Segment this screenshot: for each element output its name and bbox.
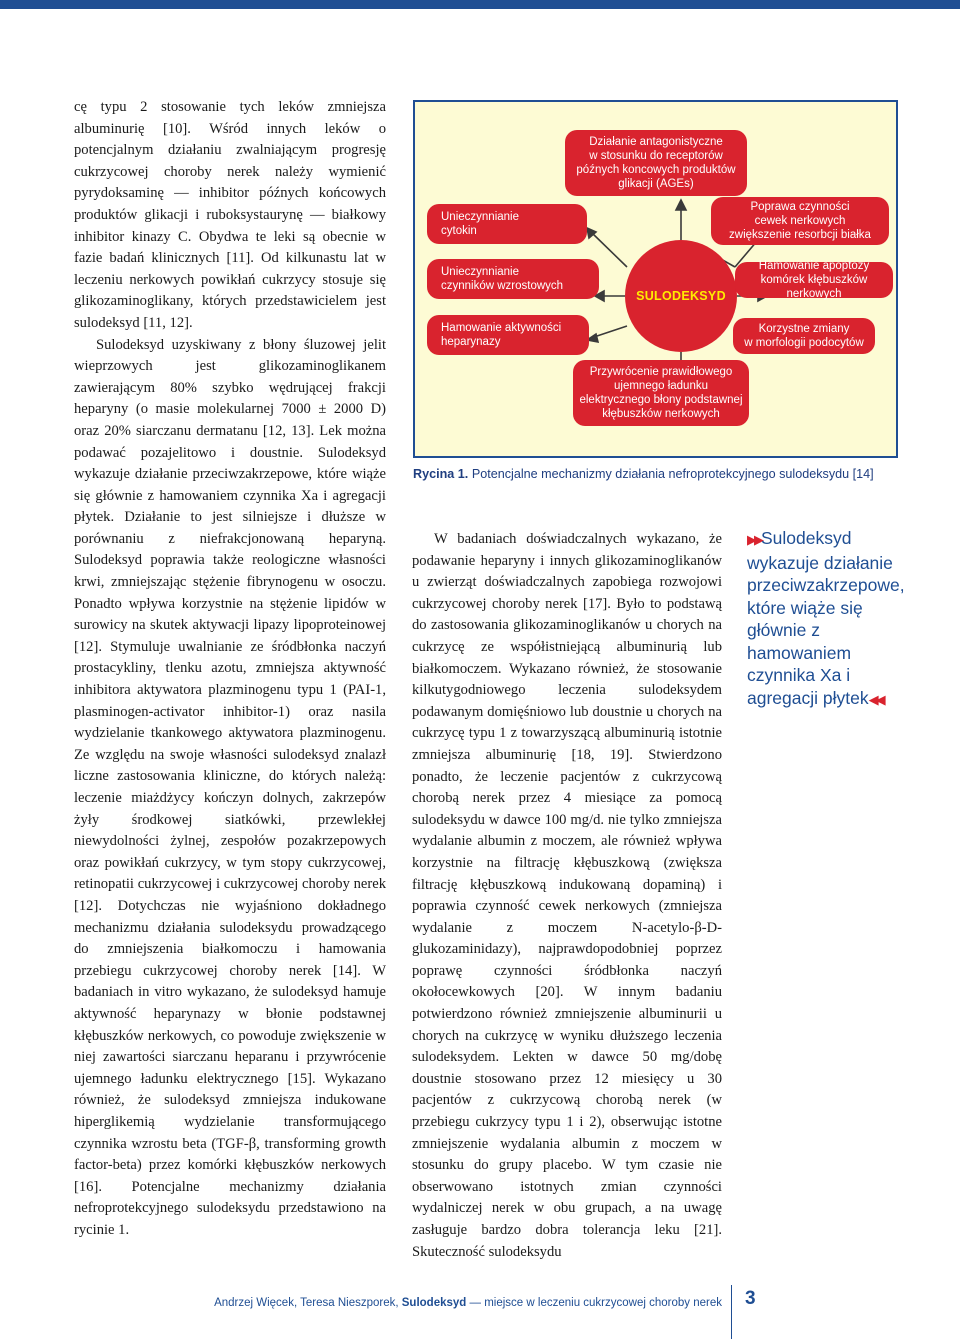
pull-quote-text: Sulodeksyd wykazuje działanie przeciwzakrzepowe, które wiąże się głównie z hamowaniem czynnika Xa i agregacji płytek: [747, 528, 905, 708]
caption-text: Potencjalne mechanizmy działania nefroprotekcyjnego sulodeksydu [14]: [471, 467, 874, 481]
figure-box-heparanase: Hamowanie aktywności heparynazy: [427, 315, 589, 355]
figure-box-cytokines: Unieczynnianie cytokin: [427, 204, 587, 244]
pull-quote: [747, 527, 917, 711]
left-text-column: [74, 97, 386, 1241]
paragraph: Sulodeksyd uzyskiwany z błony śluzowej jelit wieprzowych jest glikozaminoglikanem zawierającym 80% szybko wędrującej frakcji heparyny (o masie molekularnej 7000 ± 2000 D) oraz 20% siarczanu dermatanu [12, 13]. Lek można podawać pozajelitowo i doustnie. Sulodeksyd wykazuje działanie przeciwzakrzepowe, które wiąże się głównie z hamowaniem czynnika Xa i agregacji płytek. Działanie to jest silniejsze i dłuższe w porównaniu z niefrakcjonowaną heparyną. Sulodeksyd poprawia także reologiczne własności krwi, zmniejszając stężenie fibrynogenu w osoczu. Ponadto wpływa korzystnie na stężenie lipidów w surowicy na skutek aktywacji lipazy lipoproteinowej [12]. Stymuluje uwalnianie ze śródbłonka naczyń prostacykliny, tlenku azotu, zmniejsza aktywność inhibitora aktywatora plazminogenu typu 1 (PAI-1, plasminogen-activator inhibitor-1) oraz nasila wydzielanie tkankowego aktywatora plazminogenu. Ze względu na swoje własności sulodeksyd znalazł liczne zastosowania kliniczne, do których należą: leczenie miażdżycy kończyn dolnych, zakrzepów żyły środkowej siatkówki, przewlekłej niewydolności żylnej, zespołów pozakrzepowych oraz powikłań cukrzycy, w tym stopy cukrzycowej, retinopatii cukrzycowej i cukrzycowej choroby nerek [12]. Dotychczas nie wyjaśniono dokładnego mechanizmu działania sulodeksydu prowadzącego do zmniejszenia białkomoczu i hamowania przebiegu cukrzycowej choroby nerek [14]. W badaniach in vitro wykazano, że sulodeksyd hamuje aktywność heparynazy w błonie podstawnej kłębuszków nerkowych, co powoduje zwiększenie w niej zawartości siarczanu heparanu i przywrócenie ujemnego ładunku elektrycznego [15]. Wykazano również, że sulodeksyd zmniejsza indukowane hiperglikemią wydzielanie transformującego czynnika wzrostu beta (TGF-β, transforming growth factor-beta) przez komórki kłębuszków nerkowych [16]. Potencjalne mechanizmy działania nefroprotekcyjnego sulodeksydu przedstawiono na rycinie 1.: [74, 336, 386, 1238]
footer-title-bold: Sulodeksyd: [401, 1297, 467, 1309]
quote-open-arrows-icon: ▶▶: [747, 532, 761, 547]
figure-box-charge: Przywrócenie prawidłowego ujemnego ładunku elektrycznego błony podstawnej kłębuszków nerkowych: [573, 360, 749, 426]
figure-box-tubules: Poprawa czynności cewek nerkowych zwiększenie resorbcji białka: [711, 197, 889, 245]
figure-box-apoptosis: Hamowanie apoptozy komórek kłębuszków nerkowych: [735, 262, 893, 298]
quote-close-arrows-icon: ◀◀: [868, 691, 883, 707]
footer-title-rest: — miejsce w leczeniu cukrzycowej choroby nerek: [469, 1297, 722, 1309]
footer-divider: [731, 1285, 732, 1339]
figure-1-diagram: [413, 100, 898, 458]
center-sulodeksyd-circle: SULODEKSYD: [625, 240, 737, 352]
middle-text-column: [412, 529, 722, 1263]
footer-authors: Andrzej Więcek, Teresa Nieszporek,: [214, 1297, 399, 1309]
figure-box-ages: Działanie antagonistyczne w stosunku do receptorów późnych koncowych produktów glikacji (AGEs): [565, 130, 747, 196]
page-number: 3: [745, 1288, 756, 1309]
top-color-bar: [0, 0, 960, 9]
paragraph: W badaniach doświadczalnych wykazano, że podawanie heparyny i innych glikozaminoglikanów u zwierząt doświadczalnych zapobiega rozwojowi cukrzycowej choroby nerek [17]. Było to podstawą do zastosowania glikozaminoglikanów u chorych na cukrzycę ze współistniejącą albuminurią lub białkomoczem. Wykazano również, że stosowanie kilkutygodniowego leczenia sulodeksydem podawanym domięśniowo lub doustnie u chorych na cukrzycę typu 1 z towarzyszącą albuminurią istotnie zmniejsza albuminurię [18, 19]. Stwierdzono ponadto, że leczenie pacjentów z cukrzycową chorobą nerek przez 4 miesiące za pomocą sulodeksydu w dawce 100 mg/d. nie tylko zmniejsza wydalanie albumin z moczem, ale również wpływa korzystnie na filtrację kłębuszkową (zwiększa filtrację kłębuszkową indukowaną dopaminą) i poprawia czynność cewek nerkowych (zmniejsza wydalanie z moczem N-acetylo-β-D-glukozaminidazy), najprawdopodobniej poprzez poprawę czynności śródbłonka naczyń okołocewkowych [20]. W innym badaniu potwierdzono również zmniejszenie albuminurii u chorych na cukrzycę w wyniku dłuższego leczenia sulodeksydem. Lekten w dawce 50 mg/dobę doustnie stosowano przez 12 miesięcy u 30 pacjentów z cukrzycową chorobą nerek (w przebiegu cukrzycy typu 1 i 2), obserwując istotne zmniejszenie wydalania albumin z moczem w stosunku do grupy placebo. W tym czasie nie obserwowano istotnych zmian czynności wydalniczej nerek w obu grupach, a na uwagę zasługuje bardzo dobra tolerancja leku [21]. Skuteczność sulodeksydu: [412, 531, 722, 1260]
caption-label: Rycina 1.: [413, 467, 469, 481]
figure-box-growth-factors: Unieczynnianie czynników wzrostowych: [427, 259, 599, 299]
figure-caption: [413, 467, 903, 481]
paragraph: cę typu 2 stosowanie tych leków zmniejsza albuminurię [10]. Wśród innych leków o potencjalnym działaniu zwalniającym progresję cukrzycowej choroby nerek należy wymienić pyrydoksaminę — inhibitor późnych końcowych produktów glikacji i ruboksystaurynę — białkowy inhibitor kinazy C. Obydwa te leki są obecnie w fazie badań klinicznych [11]. Od kilkunastu lat w leczeniu nerkowych powikłań cukrzycy stosuje się glikozaminoglikany, których przedstawicielem jest sulodeksyd [11, 12].: [74, 99, 386, 331]
page-footer: [0, 1297, 722, 1309]
figure-box-podocytes: Korzystne zmiany w morfologii podocytów: [733, 318, 875, 354]
